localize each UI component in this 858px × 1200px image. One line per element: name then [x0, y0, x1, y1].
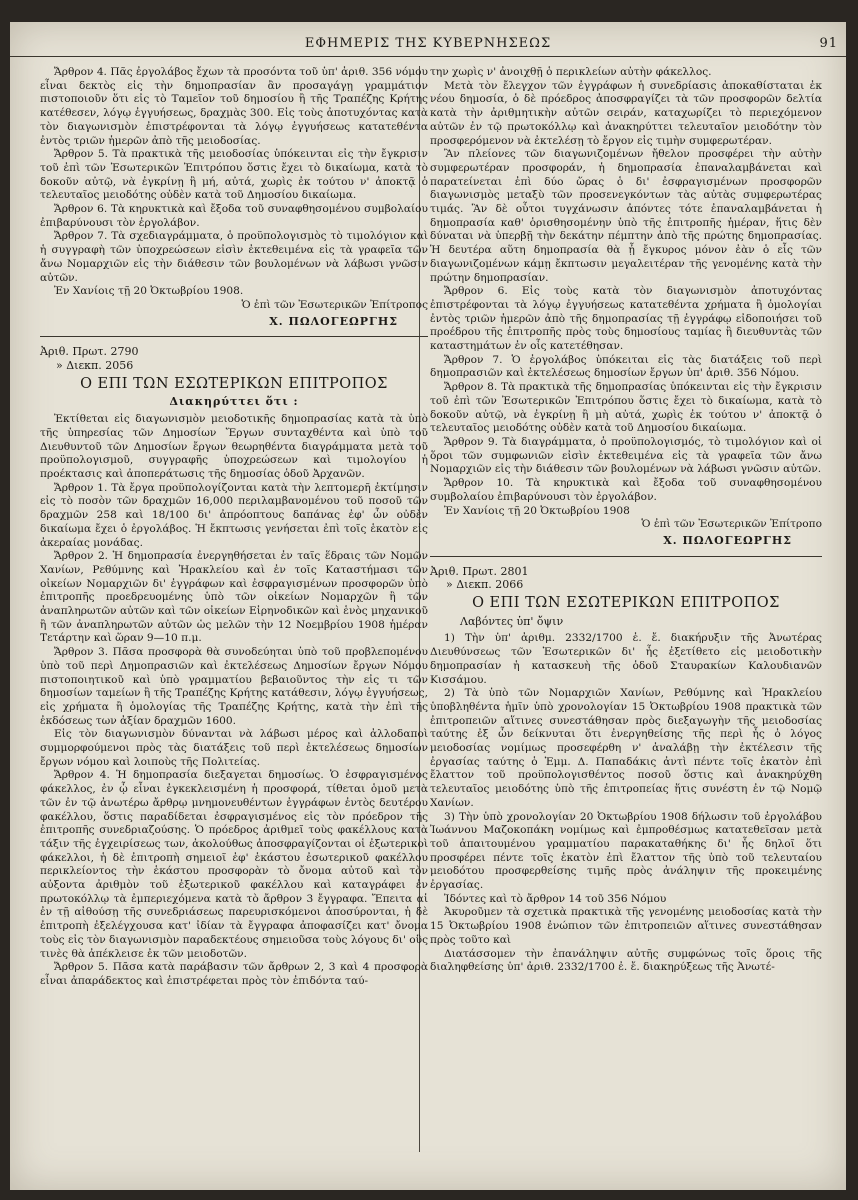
signature-name: Χ. ΠΩΛΟΓΕΩΡΓΗΣ [663, 533, 792, 547]
right-column [430, 66, 822, 975]
section-divider [430, 556, 822, 557]
article-paragraph: Ἄρθρον 8. Τὰ πρακτικὰ τῆς δημοπρασίας ὑπόκεινται εἰς τὴν ἔγκρισιν τοῦ ἐπὶ τῶν Ἐσωτερικῶν Ἐπιτρόπου ὅστις ἔχει τὸ δικαίωμα, κατὰ τὸ δοκοῦν αὐτῷ, νὰ ἐγκρίνῃ ἢ μὴ αὐτά, χωρὶς ἐκ τούτου ν' ἀποκτᾷ ὁ τελευταῖος μειοδότης οὐδὲν κατὰ τοῦ Δημοσίου δικαίωμα. [430, 381, 822, 435]
article-paragraph: Ἄρθρον 4. Πᾶς ἐργολάβος ἔχων τὰ προσόντα τοῦ ὑπ' ἀριθ. 356 νόμου εἶναι δεκτὸς εἰς τὴν δημοπρασίαν ἂν προσαγάγῃ γραμμάτιον πιστοποιοῦν ὅτι εἰς τὸ Ταμεῖον τοῦ δημοσίου ἢ τῆς Τραπέζης Κρήτης κατέθεσεν, λόγῳ ἐγγυήσεως, δραχμὰς 300. Εἰς τοὺς ἀποτυχόντας κατὰ τὸν διαγωνισμὸν ἐπιστρέφονται τὰ λόγῳ ἐγγυήσεως κατατεθέντα ἐντὸς τριῶν ἡμερῶν ἀπὸ τῆς μειοδοσίας. [40, 66, 428, 147]
article-paragraph: Ἄρθρον 6. Τὰ κηρυκτικὰ καὶ ἔξοδα τοῦ συναφθησομένου συμβολαίου ἐπιβαρύνουσι τὸν ἐργολάβον. [40, 203, 428, 229]
article-paragraph: Ἂν πλείονες τῶν διαγωνιζομένων ἤθελον προσφέρει τὴν αὐτὴν συμφερωτέραν προσφοράν, ἡ δημοπρασία ἐπαναλαμβάνεται καὶ παρατείνεται ἐπὶ δύο ὥρας ὁ δι' ἐσφραγισμένων προσφορῶν διαγωνισμὸς μεταξὺ τῶν προσενεγκόντων τὰς αὐτὰς συμφερωτέρας τιμάς. Ἂν δὲ οὗτοι τυγχάνωσιν ἀπόντες τότε ἐπαναλαμβάνεται ἡ δημοπρασία καθ' ὁρισθησομένην ὑπὸ τῆς ἐπιτροπῆς ἡμέραν, ἥτις δὲν δύναται νὰ ὑπερβῇ τὴν δεκάτην πέμπτην ἀπὸ τῆς πρώτης δημοπρασίας. Ἡ δευτέρα αὕτη δημοπρασία θὰ ᾖ ἔγκυρος μόνον ἐὰν ὁ εἷς τῶν διαγωνιζομένων κάμῃ ἔκπτωσιν μεγαλειτέραν τῆς γενομένης κατὰ τὴν πρώτην δημοπρασίαν. [430, 148, 822, 284]
signature-name: Χ. ΠΩΛΟΓΕΩΡΓΗΣ [269, 314, 398, 328]
dispatch-number: » Διεκπ. 2056 [56, 359, 134, 373]
article-paragraph: Ἐκτίθεται εἰς διαγωνισμὸν μειοδοτικῆς δημοπρασίας κατὰ τὰ ὑπὸ τῆς ὑπηρεσίας τῶν Δημοσίων Ἔργων συνταχθέντα καὶ ὑπὸ τοῦ Διευθυντοῦ τῶν Δημοσίων ἔργων θεωρηθέντα διαγράμματα μετὰ τοῦ προϋπολογισμοῦ, συγγραφῆς ὑποχρεώσεων καὶ τιμολογίου ἡ προέκτασις καὶ ἀποπεράτωσις τῆς δημοσίας ὁδοῦ Ἀρχανῶν. [40, 413, 428, 480]
article-paragraph: Εἰς τὸν διαγωνισμὸν δύνανται νὰ λάβωσι μέρος καὶ ἀλλοδαποὶ συμμορφούμενοι πρὸς τὰς διατάξεις τοῦ περὶ ἐκτελέσεως δημοσίων ἔργων νόμου καὶ λοιποὺς τῆς Πολιτείας. [40, 728, 428, 768]
article-paragraph: Ἄρθρον 5. Πᾶσα κατὰ παράβασιν τῶν ἄρθρων 2, 3 καὶ 4 προσφορὰ εἶναι ἀπαράδεκτος καὶ ἐπιστρέφεται πρὸς τὸν ἐπιδόντα ταύ- [40, 961, 428, 987]
gazette-page [10, 22, 846, 1190]
section-subheading: Διακηρύττει ὅτι : [169, 395, 299, 409]
page-header [10, 30, 846, 57]
article-paragraph: Ἄρθρον 5. Τὰ πρακτικὰ τῆς μειοδοσίας ὑπόκεινται εἰς τὴν ἔγκρισιν τοῦ ἐπὶ τῶν Ἐσωτερικῶν Ἐπιτρόπου ὅστις ἔχει τὸ δικαίωμα, κατὰ τὸ δοκοῦν αὐτῷ, νὰ ἐγκρίνῃ ἢ μή, αὐτά, χωρὶς ἐκ τούτου ν' ἀποκτᾷ ὁ τελευταῖος μειοδότης οὐδὲν κατὰ τοῦ Δημοσίου δικαίωμα. [40, 148, 428, 202]
article-paragraph: Μετὰ τὸν ἔλεγχον τῶν ἐγγράφων ἡ συνεδρίασις ἀποκαθίσταται ἐκ νέου δημοσία, ὁ δὲ πρόεδρος ἀποσφραγίζει τὰ τῶν προσφορῶν δελτία κατὰ τὴν ἀριθμητικὴν αὐτῶν σειράν, καταχωρίζει τὸ περιεχόμενον αὐτῶν ἐν τῷ πρωτοκόλλῳ καὶ ἀνακηρύττει τελευταῖον μειοδότην τὸν προσφερόμενον νὰ ἐκτελέσῃ τὸ ἔργον εἰς τιμὴν συμφερωτέραν. [430, 79, 822, 147]
protocol-number: Ἀριθ. Πρωτ. 2801 [430, 564, 529, 578]
section-heading: Ο ΕΠΙ ΤΩΝ ΕΣΩΤΕΡΙΚΩΝ ΕΠΙΤΡΟΠΟΣ [472, 595, 780, 612]
article-paragraph: 1) Τὴν ὑπ' ἀριθμ. 2332/1700 ἐ. ἔ. διακήρυξιν τῆς Ἀνωτέρας Διευθύνσεως τῶν Ἐσωτερικῶν δι' ἧς ἐξετίθετο εἰς μειοδοτικὴν δημοπρασίαν ἡ κατασκευὴ τῆς ὁδοῦ Σταυρακίων Καλουδιανῶν Κισσάμου. [430, 632, 822, 686]
article-paragraph: Ἄρθρον 1. Τὰ ἔργα προϋπολογίζονται κατὰ τὴν λεπτομερῆ ἐκτίμησιν εἰς τὸ ποσὸν τῶν δραχμῶν 16,000 περιλαμβανομένου τοῦ ποσοῦ τῶν δραχμῶν 258 καὶ 18/100 δι' ἀπρόοπτους δαπάνας ἐφ' ὧν οὐδὲν δικαίωμα ἔχει ὁ ἐργολάβος. Ἡ ἔκπτωσις γενήσεται ἐπὶ τοῖς ἑκατὸν εἰς ἀκεραίας μονάδας. [40, 481, 428, 549]
article-paragraph: Ἄρθρον 10. Τὰ κηρυκτικὰ καὶ ἔξοδα τοῦ συναφθησομένου συμβολαίου ἐπιβαρύνουσι τὸν ἐργολάβον. [430, 477, 822, 503]
dispatch-number: » Διεκπ. 2066 [446, 578, 524, 592]
article-paragraph: Ἄρθρον 4. Ἡ δημοπρασία διεξαγεται δημοσίως. Ὁ ἐσφραγισμένος φάκελλος, ἐν ᾧ εἶναι ἐγκεκλεισμένη ἡ προσφορά, τίθεται ὁμοῦ μετὰ τῶν ἐν τῷ ἀνωτέρω ἄρθρῳ μνημονευθέντων ἐγγράφων ἐντὸς δευτέρου φακέλλου, ὅστις παραδίδεται ἐσφραγισμένος εἰς τὸν πρόεδρον τῆς ἐπιτροπῆς συνεδριαζούσης. Ὁ πρόεδρος ἀριθμεῖ τοὺς φακέλλους κατὰ τάξιν τῆς ἐγχειρίσεως των, ἀκολούθως ἀποσφραγίζονται οἱ ἐξωτερικοὶ φάκελλοι, ἡ δὲ ἐπιτροπὴ σημειοῖ ἐφ' ἑκάστου ἐσωτερικοῦ φακέλλου περικλείοντος τὴν ἑκάστου προσφορὰν τὸ ὄνομα αὐτοῦ καὶ τὸν αὐξοντα ἀριθμὸν τοῦ ἐξωτερικοῦ φακέλλου καὶ καταγράφει ἐν πρωτοκόλλῳ τὰ ἐμπεριεχόμενα κατὰ τὸ ἄρθρον 3 ἔγγραφα. Ἔπειτα αἱ ἐν τῇ αἰθούσῃ τῆς συνεδριάσεως παρευρισκόμενοι ἀποσύρονται, ἡ δὲ ἐπιτροπὴ ἐξελέγχουσα κατ' ἰδίαν τὰ ἔγγραφα ἀποφασίζει κατ' ὄνομα τοὺς εἰς τὸν διαγωνισμὸν παραδεκτέους σημειοῦσα τοὺς λόγους δι' οὓς τινὲς θὰ ἀπέκλεισε ἐκ τῶν μειοδοτῶν. [40, 769, 428, 960]
article-paragraph: 3) Τὴν ὑπὸ χρονολογίαν 20 Ὀκτωβρίου 1908 δήλωσιν τοῦ ἐργολάβου Ἰωάννου Μαζοκοπάκη νομίμως καὶ ἐμπροθέσμως κατατεθεῖσαν μετὰ τοῦ ἀπαιτουμένου γραμματίου παρακαταθήκης δι' ἧς δηλοῖ ὅτι προσφέρει πέντε τοῖς ἑκατὸν ἐπὶ ἔλαττον τῆς ὑπὸ τοῦ τελευταίου μειοδότου προσφερθείσης τιμῆς πρὸς ἀνάληψιν τῆς προκειμένης ἐργασίας. [430, 810, 822, 892]
article-paragraph: Ἰδόντες καὶ τὸ ἄρθρον 14 τοῦ 356 Νόμου [444, 892, 667, 905]
article-paragraph: 2) Τὰ ὑπὸ τῶν Νομαρχιῶν Χανίων, Ρεθύμνης καὶ Ἡρακλείου ὑποβληθέντα ἡμῖν ὑπὸ χρονολογίαν 15 Ὀκτωβρίου 1908 πρακτικὰ τῶν ἐπιτροπειῶν αἵτινες συνεστάθησαν πρὸς διεξαγωγὴν τῆς μειοδοσίας ταύτης ἐξ ὧν δείκνυται ὅτι ἐνεργηθείσης τῆς περὶ ἧς ὁ λόγος μειοδοσίας νομίμως προσεφέρθη ν' ἀναλάβῃ τὴν ἐκτέλεσιν τῆς ἐργασίας ταύτης ὁ Ἐμμ. Δ. Παπαδάκις ἀντὶ πέντε τοῖς ἑκατὸν ἐπὶ ἔλαττον τοῦ προϋπολογισθέντος ποσοῦ ὅστις καὶ ἀνακηρύχθη τελευταῖος μειοδότης ὑπὸ τῆς ἐπιτροπείας ἥτις συνέστη ἐν τῷ Νομῷ Χανίων. [430, 687, 822, 809]
date-line: Ἐν Χανίοις τῇ 20 Ὀκτωβρίου 1908. [54, 285, 244, 298]
page-number: 91 [819, 36, 838, 51]
article-paragraph: Ἄρθρον 7. Τὰ σχεδιαγράμματα, ὁ προϋπολογισμὸς τὸ τιμολόγιον καὶ ἡ συγγραφὴ τῶν ὑποχρεώσεων εἰσὶν ἐκτεθειμένα εἰς τὰ γραφεῖα τῶν ἄνω Νομαρχιῶν εἰς τὴν διάθεσιν τῶν βουλομένων νὰ λάβωσι γνῶσιν αὐτῶν. [40, 230, 428, 284]
signature-office: Ὁ ἐπὶ τῶν Ἐσωτερικῶν Ἐπίτροπο [641, 518, 822, 531]
left-column [40, 66, 428, 989]
article-paragraph: Διατάσσομεν τὴν ἐπανάληψιν αὐτῆς συμφώνως τοῖς ὅροις τῆς διαληφθείσης ὑπ' ἀριθ. 2332/1700 ἐ. ἔ. διακηρύξεως τῆς Ἀνωτέ- [430, 947, 822, 974]
article-paragraph: Ἄρθρον 7. Ὁ ἐργολάβος ὑπόκειται εἰς τὰς διατάξεις τοῦ περὶ δημοπρασιῶν καὶ ἐκτελέσεως δημοσίων ἔργων ὑπ' ἀριθ. 356 Νόμου. [430, 353, 822, 380]
article-paragraph: την χωρὶς ν' ἀνοιχθῇ ὁ περικλείων αὐτὴν φάκελλος. [430, 66, 712, 78]
protocol-number: Ἀριθ. Πρωτ. 2790 [40, 345, 139, 359]
article-paragraph: Ἄρθρον 6. Εἰς τοὺς κατὰ τὸν διαγωνισμὸν ἀποτυχόντας ἐπιστρέφονται τὰ λόγῳ ἐγγυήσεως κατατεθέντα χρήματα ἢ ὁμολογίαι ἐντὸς τριῶν ἡμερῶν ἀπὸ τῆς δημοπρασίας τῇ ἐγγράφῳ εἰδοποιήσει τοῦ προέδρου τῆς ἐπιτροπῆς πρὸς τοὺς δημοσίους ταμίας ἢ διευθυντὰς τῶν καταστημάτων ἐν οἷς κατετέθησαν. [430, 285, 822, 353]
date-line: Ἐν Χανίοις τῇ 20 Ὀκτωβρίου 1908 [444, 504, 630, 517]
article-paragraph: Ἄρθρον 9. Τὰ διαγράμματα, ὁ προϋπολογισμός, τὸ τιμολόγιον καὶ οἱ ὅροι τῶν συμφωνιῶν εἰσὶν ἐκτεθειμένα εἰς τὰ γραφεῖα τῶν ἄνω Νομαρχιῶν εἰς τὴν διάθεσιν τῶν βουλομένων νὰ λάβωσι γνῶσιν αὐτῶν. [430, 435, 822, 476]
article-paragraph: Ἄρθρον 2. Ἡ δημοπρασία ἐνεργηθήσεται ἐν ταῖς ἕδραις τῶν Νομῶν Χανίων, Ρεθύμνης καὶ Ἡρακλείου καὶ ἐν τοῖς Καταστήμασι τῶν οἰκείων Νομαρχιῶν δι' ἐγγράφων καὶ ἐσφραγισμένων προσφορῶν ὑπὸ ἐπιτροπῆς προεδρευομένης ὑπὸ τῶν οἰκείων Νομαρχῶν ἢ τῶν ἀναπληρωτῶν αὐτῶν καὶ τῶν οἰκείων Εἰρηνοδικῶν καὶ ἑνὸς μηχανικοῦ ἢ τῶν ἀναπληρωτῶν αὐτῶν ὡς μελῶν τὴν 12 Νοεμβρίου 1908 ἡμέραν Τετάρτην καὶ ὥραν 9—10 π.μ. [40, 550, 428, 645]
article-paragraph: Ἄρθρον 3. Πᾶσα προσφορὰ θὰ συνοδεύηται ὑπὸ τοῦ προβλεπομένου ὑπὸ τοῦ περὶ Δημοπρασιῶν καὶ ἐκτελέσεως Δημοσίων ἔργων Νόμου πιστοποιητικοῦ καὶ ὑπὸ γραμματίου βεβαιοῦντος τὴν εἰς τι τῶν δημοσίων ταμείων ἢ τῆς Τραπέζης Κρήτης κατάθεσιν, λόγῳ ἐγγυήσεως, εἰς χρήματα ἢ ὁμολογίας τῆς Τραπέζης Κρήτης, κατὰ τὴν ἐπὶ τῆς ἐκδόσεως των ἀξίαν δραχμῶν 1600. [40, 646, 428, 727]
section-heading: Ο ΕΠΙ ΤΩΝ ΕΣΩΤΕΡΙΚΩΝ ΕΠΙΤΡΟΠΟΣ [80, 375, 388, 392]
section-subheading: Λαβόντες ὑπ' ὄψιν [460, 614, 564, 628]
section-divider [40, 336, 428, 337]
article-paragraph: Ἀκυροῦμεν τὰ σχετικὰ πρακτικὰ τῆς γενομένης μειοδοσίας κατὰ τὴν 15 Ὀκτωβρίου 1908 ἐνώπιον τῶν ἐπιτροπειῶν αἵτινες συνεστάθησαν πρὸς τοῦτο καὶ [430, 906, 822, 946]
gazette-title: ΕΦΗΜΕΡΙΣ ΤΗΣ ΚΥΒΕΡΝΗΣΕΩΣ [304, 36, 552, 51]
signature-office: Ὁ ἐπὶ τῶν Ἐσωτερικῶν Ἐπίτροπος [241, 298, 428, 311]
